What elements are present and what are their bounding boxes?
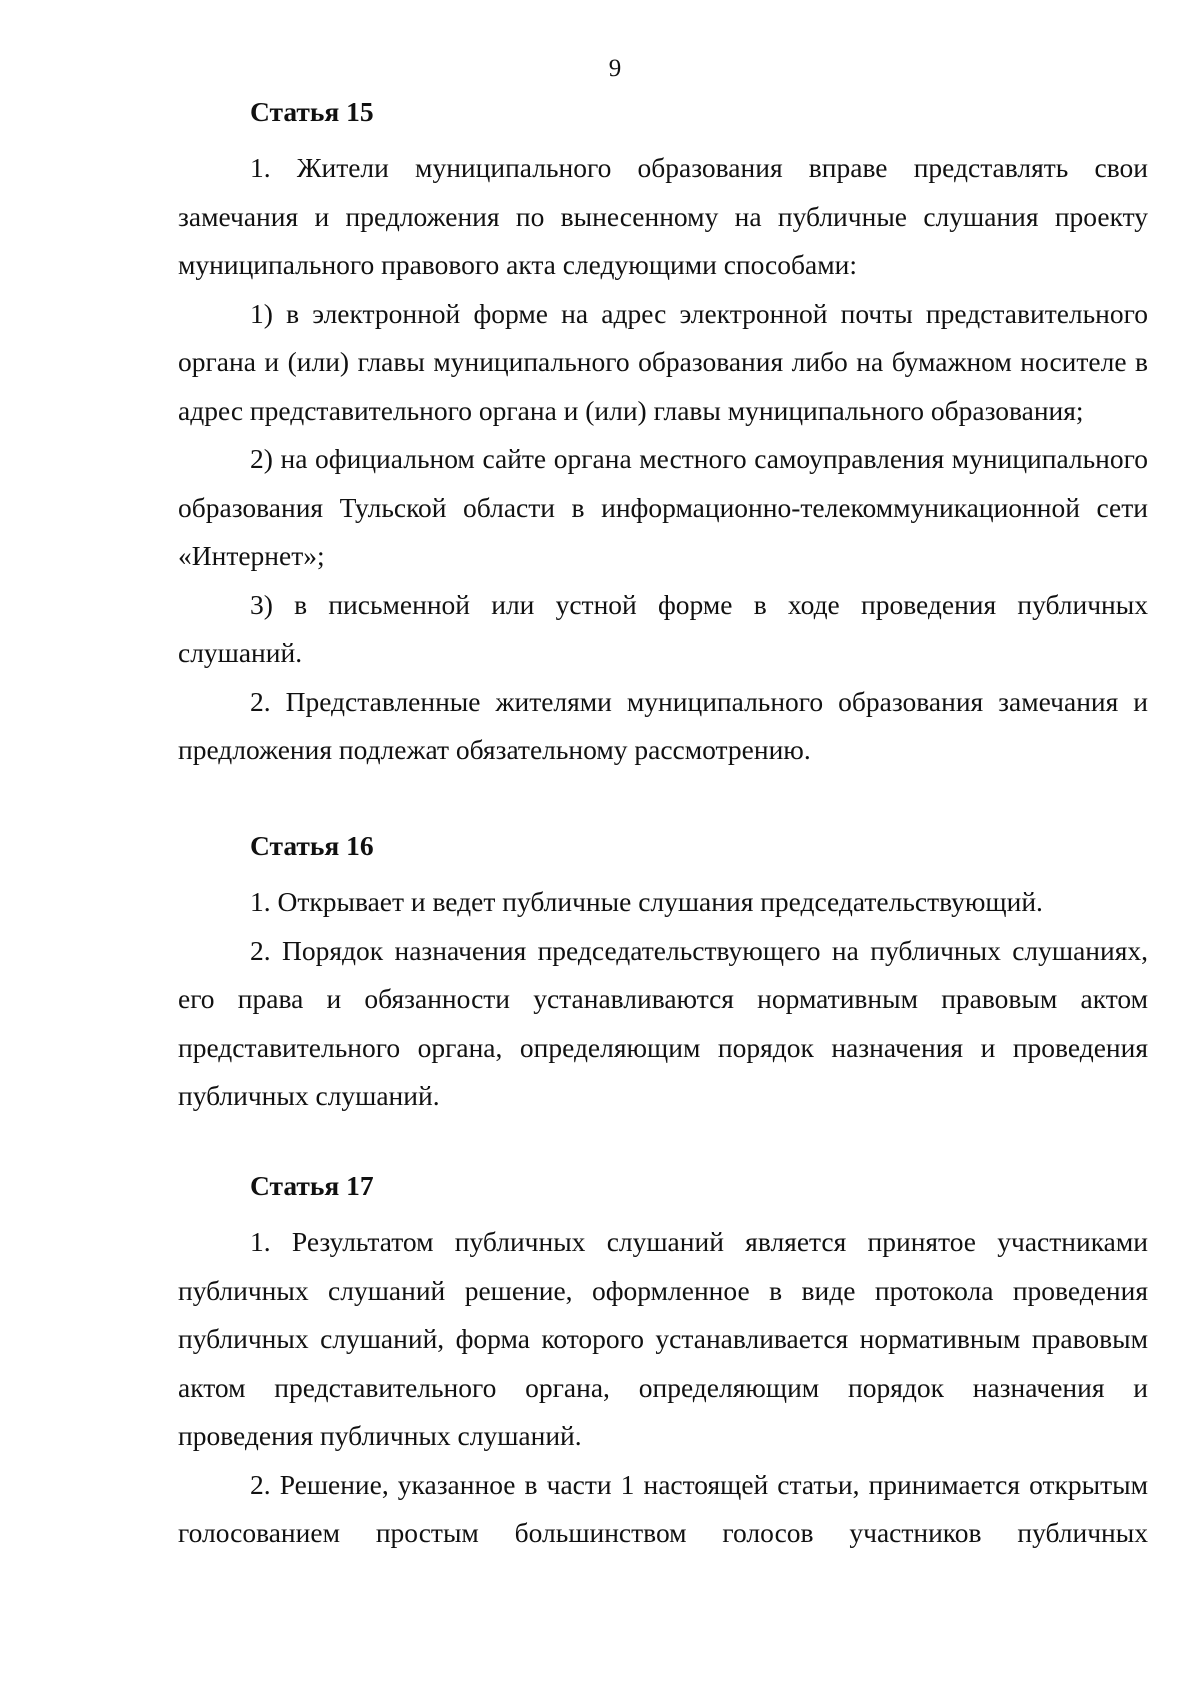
article-paragraph: 1. Открывает и ведет публичные слушания председательствующий.: [250, 886, 1043, 917]
article-paragraph: 2. Представленные жителями муниципального образования замечания и предложения подлежат обязательному рассмотрению.: [178, 685, 1148, 765]
article-17: [178, 1170, 1148, 1558]
article-paragraph: 1. Жители муниципального образования вправе представлять свои замечания и предложения по вынесенному на публичные слушания проекту муниципального правового акта следующими способами:: [178, 152, 1148, 280]
article-paragraph: 2) на официальном сайте органа местного самоуправления муниципального образования Тульской области в информационно-телекоммуникационной сети «Интернет»;: [178, 443, 1148, 571]
article-paragraph: 2. Решение, указанное в части 1 настоящей статьи, принимается открытым голосованием простым большинством голосов участников публичных: [178, 1468, 1148, 1548]
page-number: 9: [608, 55, 622, 82]
article-heading: Статья 15: [250, 96, 374, 127]
article-paragraph: 1. Результатом публичных слушаний является принятое участниками публичных слушаний решение, оформленное в виде протокола проведения публичных слушаний, форма которого устанавливается нормативным правовым актом представительного органа, определяющим порядок назначения и проведения публичных слушаний.: [178, 1226, 1148, 1451]
article-15: [178, 96, 1148, 775]
article-paragraph: 3) в письменной или устной форме в ходе проведения публичных слушаний.: [178, 588, 1148, 668]
article-heading: Статья 16: [250, 830, 374, 861]
article-16: [178, 830, 1148, 1121]
article-paragraph: 1) в электронной форме на адрес электронной почты представительного органа и (или) главы муниципального образования либо на бумажном носителе в адрес представительного органа и (или) главы муниципального образования;: [178, 297, 1148, 426]
article-paragraph: 2. Порядок назначения председательствующего на публичных слушаниях, его права и обязанности устанавливаются нормативным правовым актом представительного органа, определяющим порядок назначения и проведения публичных слушаний.: [178, 934, 1148, 1111]
article-heading: Статья 17: [250, 1170, 374, 1201]
